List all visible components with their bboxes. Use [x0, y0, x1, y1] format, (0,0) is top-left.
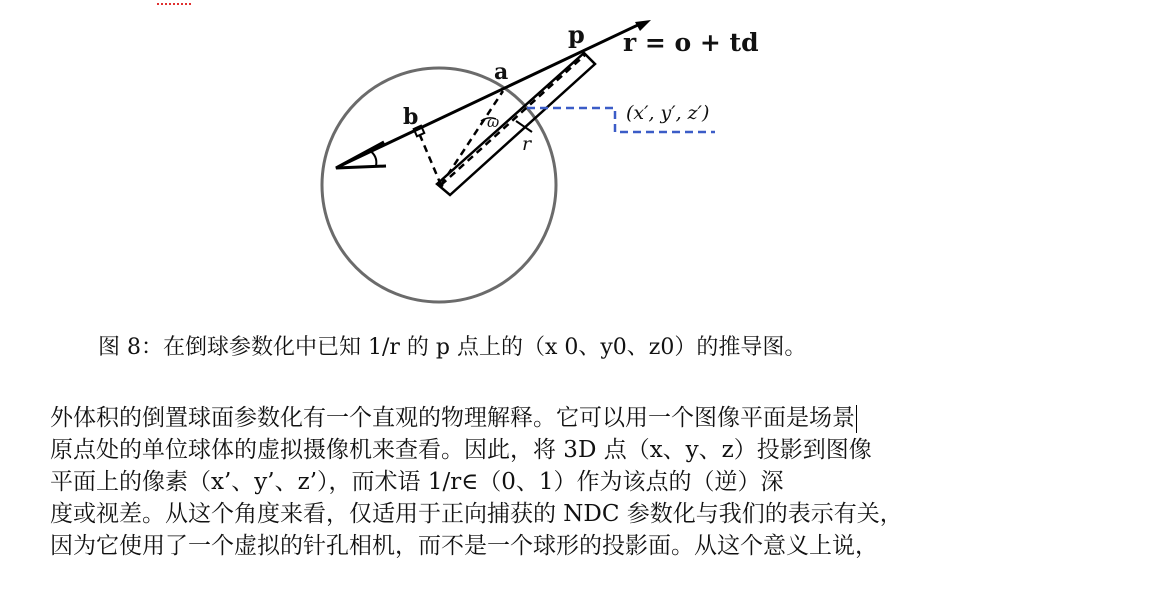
body-paragraph	[50, 402, 1050, 562]
label-b: b	[403, 104, 419, 130]
label-r: r	[522, 133, 532, 155]
paragraph-line: 平面上的像素（x’、y’、z’），而术语 1/r∈（0、1）作为该点的（逆）深	[50, 469, 784, 495]
dashed-center-to-p	[441, 55, 585, 185]
paragraph-line: 外体积的倒置球面参数化有一个直观的物理解释。它可以用一个图像平面是场景	[50, 405, 855, 431]
label-coords: (x′, y′, z′)	[626, 102, 710, 124]
label-omega: ω	[487, 113, 500, 131]
paragraph-line: 原点处的单位球体的虚拟摄像机来查看。因此，将 3D 点（x、y、z）投影到图像	[50, 437, 872, 463]
label-ray-equation: r = o + td	[623, 28, 759, 57]
label-p: p	[568, 20, 585, 49]
text-cursor	[856, 405, 857, 433]
figure-diagram	[300, 10, 780, 310]
label-a: a	[494, 59, 509, 85]
figure-caption: 图 8：在倒球参数化中已知 1/r 的 p 点上的（x 0、y0、z0）的推导图。	[98, 335, 807, 360]
dashed-center-to-b	[419, 133, 441, 185]
paragraph-line: 因为它使用了一个虚拟的针孔相机，而不是一个球形的投影面。从这个意义上说，	[50, 533, 878, 559]
sphere-center-dot	[439, 183, 444, 188]
ray-line	[342, 24, 640, 165]
bottom-right-fade	[950, 535, 1170, 595]
paragraph-line: 度或视差。从这个角度来看，仅适用于正向捕获的 NDC 参数化与我们的表示有关，	[50, 501, 903, 527]
radius-bar	[437, 53, 595, 195]
spellcheck-squiggle	[157, 0, 191, 5]
